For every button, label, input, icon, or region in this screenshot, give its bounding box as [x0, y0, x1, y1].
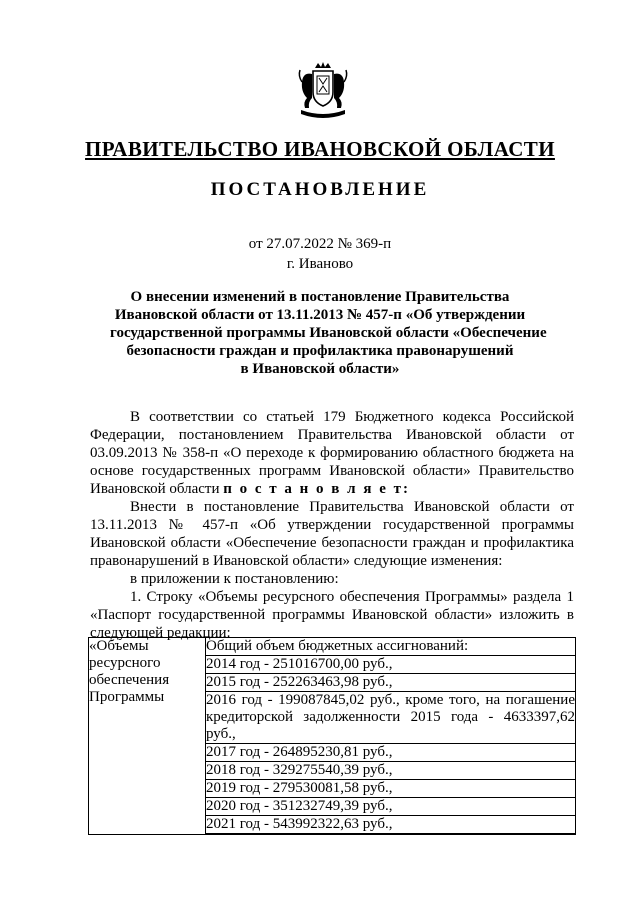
title-line: в Ивановской области» [240, 361, 400, 377]
document-type: ПОСТАНОВЛЕНИЕ [210, 179, 430, 200]
value-line: 2018 год - 329275540,39 руб., [206, 762, 575, 780]
organization-name: ПРАВИТЕЛЬСТВО ИВАНОВСКОЙ ОБЛАСТИ [85, 137, 555, 161]
document-body [90, 408, 574, 642]
title-line: безопасности граждан и профилактика правонарушений [126, 343, 514, 359]
value-line: 2021 год - 543992322,63 руб., [206, 816, 575, 834]
value-line: 2019 год - 279530081,58 руб., [206, 780, 575, 798]
label-line: «Объемы [89, 638, 149, 654]
value-line: Общий объем бюджетных ассигнований: [206, 638, 575, 656]
document-title [110, 288, 547, 378]
title-line: О внесении изменений в постановление Правительства [130, 289, 510, 305]
table-label-cell [89, 638, 206, 835]
coat-of-arms-icon [297, 62, 349, 122]
resolves-word: п о с т а н о в л я е т: [223, 481, 410, 497]
label-line: обеспечения [89, 672, 170, 688]
value-line: 2017 год - 264895230,81 руб., [206, 744, 575, 762]
title-line: государственной программы Ивановской области «Обеспечение [110, 325, 547, 341]
label-line: Программы [89, 689, 165, 705]
document-date-number: от 27.07.2022 № 369-п [248, 236, 392, 252]
resources-table [88, 637, 576, 835]
value-line: 2020 год - 351232749,39 руб., [206, 798, 575, 816]
paragraph-amend: Внести в постановление Правительства Ивановской области от 13.11.2013 № 457-п «Об утверждении государственной программы Ивановской области «Обеспечение безопасности граждан и профилактика правонарушений в Ивановской области» следующие изменения: [90, 499, 574, 569]
value-line: 2014 год - 251016700,00 руб., [206, 656, 575, 674]
label-line: ресурсного [89, 655, 161, 671]
value-line: 2016 год - 199087845,02 руб., кроме того, на погашение кредиторской задолженности 2015 года - 4633397,62 руб., [206, 692, 575, 742]
preamble-text: В соответствии со статьей 179 Бюджетного кодекса Российской Федерации, постановлением Правительства Ивановской области от 03.09.2013 № 358-п «О переходе к формированию областного бюджета на основе государственных программ Ивановской области» Правительство Ивановской области [90, 409, 574, 497]
value-line: 2015 год - 252263463,98 руб., [206, 674, 575, 692]
paragraph-appendix: в приложении к постановлению: [130, 571, 339, 587]
table-value-cell [206, 638, 576, 835]
paragraph-item-1: 1. Строку «Объемы ресурсного обеспечения Программы» раздела 1 «Паспорт государственной программы Ивановской области» изложить в следующей редакции: [90, 589, 574, 641]
document-city: г. Иваново [286, 256, 354, 272]
table-row [89, 638, 576, 835]
title-line: Ивановской области от 13.11.2013 № 457-п «Об утверждении [114, 307, 526, 323]
paragraph-preamble [90, 408, 574, 498]
